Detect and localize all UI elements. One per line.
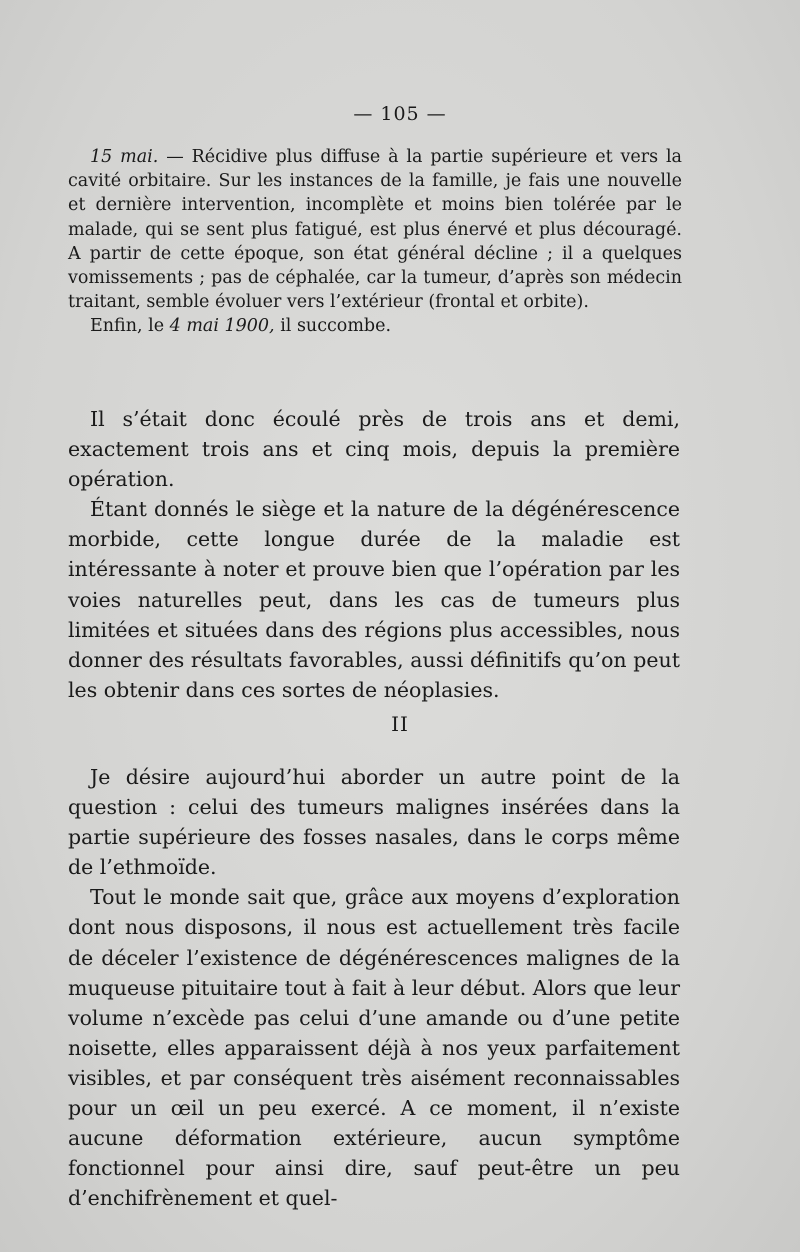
date-label: 4 mai 1900, [169, 316, 275, 337]
case-notes [68, 145, 682, 339]
date-label: 15 mai. [90, 147, 159, 167]
paragraph [68, 145, 682, 314]
paragraph-text: — Récidive plus diffuse à la partie supérieure et vers la cavité orbitaire. Sur les instances de la famille, je fais une nouvelle et dernière intervention, incomplète et moins bien tolérée par le malade, qui se sent plus fatigué, est plus énervé et plus découragé. A partir de cette époque, son état général décline ; il a quelques vomissements ; pas de céphalée, car la tumeur, d’après son médecin traitant, semble évoluer vers l’extérieur (frontal et orbite). [68, 147, 682, 313]
paragraph: Tout le monde sait que, grâce aux moyens d’exploration dont nous disposons, il nous est actuellement très facile de déceler l’existence de dégénérescences malignes de la muqueuse pituitaire tout à fait à leur début. Alors que leur volume n’excède pas celui d’une amande ou d’une petite noisette, elles apparaissent déjà à nos yeux parfaitement visibles, et par conséquent très aisément reconnaissables pour un œil un peu exercé. A ce moment, il n’existe aucune déformation extérieure, aucun symptôme fonctionnel pour ainsi dire, sauf peut-être un peu d’enchifrènement et quel- [68, 885, 681, 1211]
body-text-1 [68, 404, 680, 705]
paragraph: Étant donnés le siège et la nature de la dégénérescence morbide, cette longue durée de la maladie est intéressante à noter et prouve bien que l’opération par les voies naturelles peut, dans les cas de tumeurs plus limitées et situées dans des régions plus accessibles, nous donner des résultats favorables, aussi définitifs qu’on peut les obtenir dans ces sortes de néoplasies. [68, 497, 680, 702]
paragraph-text: Enfin, le [90, 316, 170, 337]
paragraph: Je désire aujourd’hui aborder un autre point de la question : celui des tumeurs malignes insérées dans la partie supérieure des fosses nasales, dans le corps même de l’ethmoïde. [68, 765, 680, 880]
paragraph: Il s’était donc écoulé près de trois ans et demi, exactement trois ans et cinq mois, depuis la première opération. [68, 407, 680, 492]
paragraph [68, 314, 682, 338]
body-text-2 [68, 762, 680, 1213]
page-number: — 105 — [353, 103, 447, 125]
paragraph-text: il succombe. [274, 316, 392, 337]
section-heading: II [391, 712, 409, 736]
